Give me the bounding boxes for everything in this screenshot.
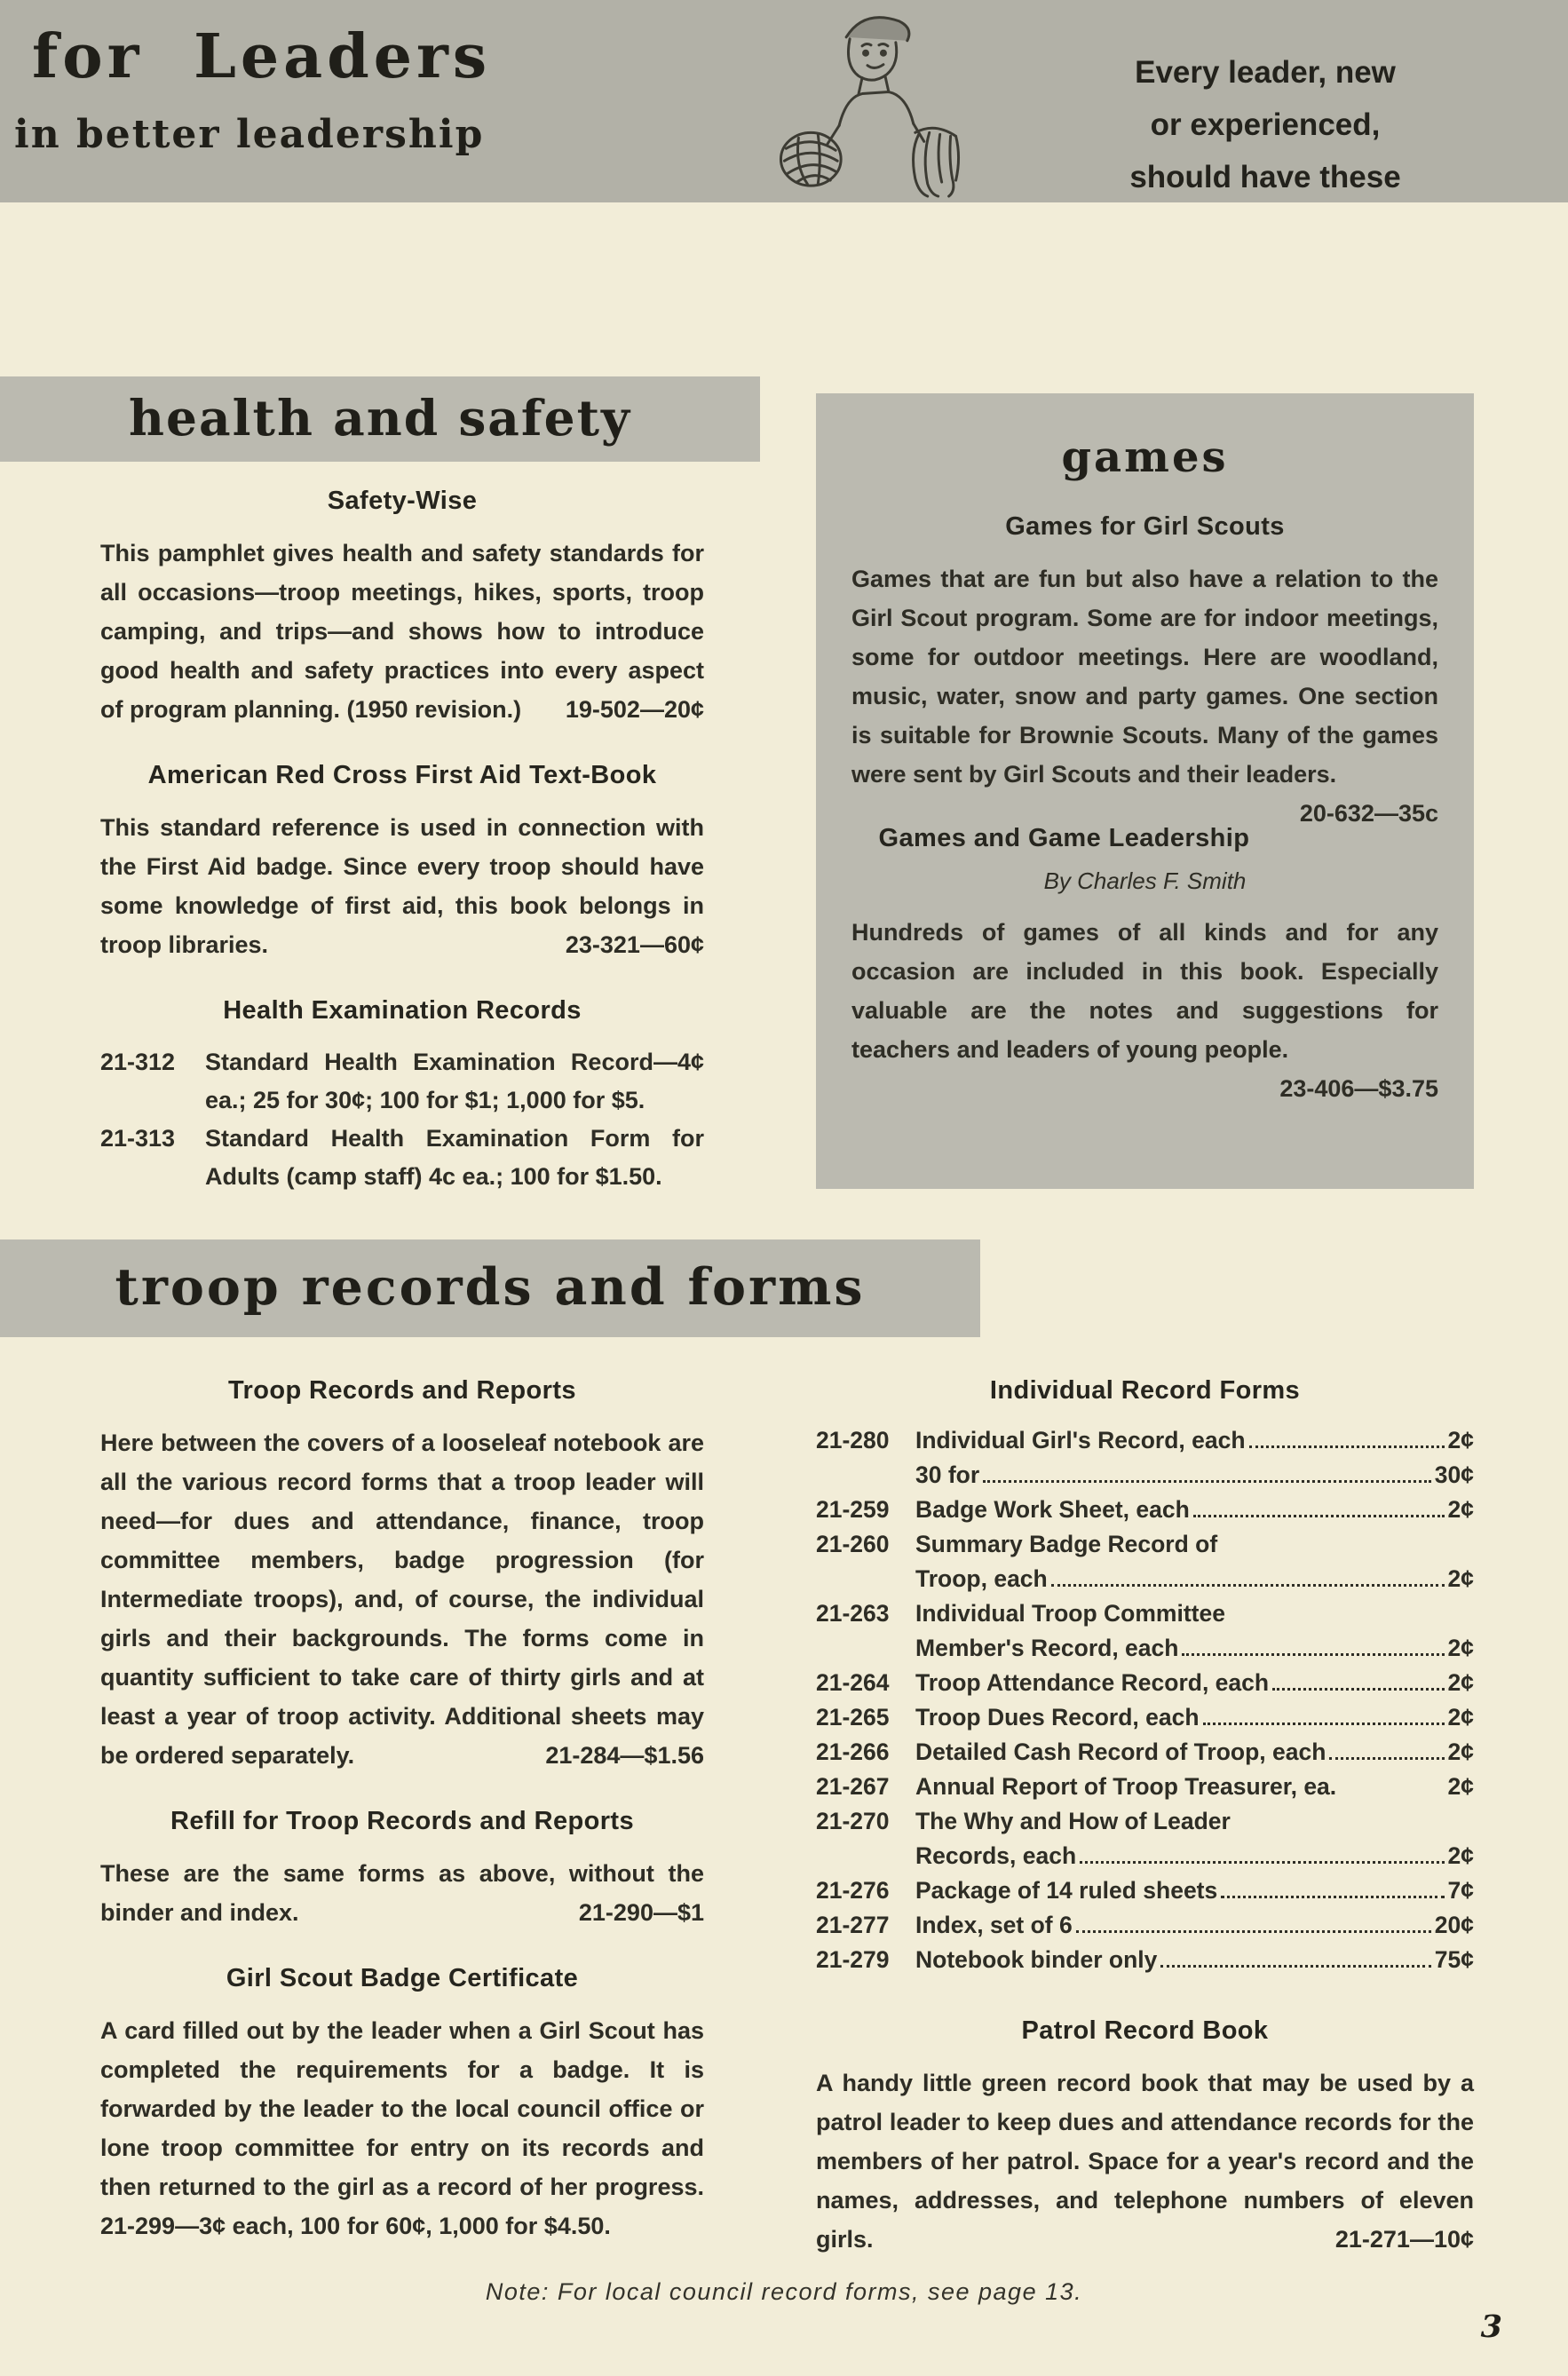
item-label: The Why and How of Leader [915, 1808, 1231, 1834]
body-text: Games that are fun but also have a relation to the Girl Scout program. Some are for indoor meetings, some for outdoor meetings. Here are woodland, music, water, snow and party games. One section is suitable for Brownie Scouts. Many of the games were sent by Girl Scouts and their leaders. [851, 566, 1438, 788]
item-price: 2¢ [1447, 1427, 1474, 1453]
record-form-row [816, 1562, 1474, 1596]
dotted-leader [1182, 1653, 1444, 1656]
dotted-leader [1203, 1723, 1445, 1725]
dotted-leader [1193, 1515, 1445, 1517]
item-code: 21-280 [816, 1427, 890, 1453]
item-code: 21-313 [100, 1125, 176, 1152]
item-label: Member's Record, each [915, 1635, 1179, 1661]
item-price: 20¢ [1434, 1912, 1474, 1938]
page-number: 3 [1480, 2309, 1502, 2345]
item-label: Individual Troop Committee [915, 1600, 1225, 1627]
item-title: Health Examination Records [223, 996, 582, 1025]
item-price: 2¢ [1447, 1496, 1474, 1523]
item-body [851, 559, 1438, 827]
item-label: Notebook binder only [915, 1946, 1158, 1973]
catalog-number-price: 21-290—$1 [578, 1899, 704, 1926]
section-banner-health-safety [0, 376, 760, 462]
item-price: 2¢ [1447, 1773, 1474, 1800]
record-form-row [816, 1423, 1474, 1458]
item-code: 21-312 [100, 1049, 176, 1075]
catalog-number-price: 21-271—10¢ [1334, 2226, 1474, 2253]
record-form-row [816, 1666, 1474, 1700]
leader-illustration-icon [728, 2, 1012, 201]
header-tagline [1057, 46, 1474, 203]
health-safety-column [100, 487, 704, 1196]
item-label: Package of 14 ruled sheets [915, 1877, 1218, 1904]
body-text: A handy little green record book that may be used by a patrol leader to keep dues and attendance records for the members of her patrol. Space for a year's record and the names, addresses, and telephone numbers of eleven girls. [816, 2070, 1474, 2253]
record-form-row [816, 1735, 1474, 1770]
item-title: Games for Girl Scouts [1005, 512, 1285, 541]
catalog-number-price: 23-406—$3.75 [1279, 1075, 1438, 1102]
item-title: Games and Game Leadership [878, 824, 1250, 852]
record-form-row [816, 1458, 1474, 1493]
item-label: Badge Work Sheet, each [915, 1496, 1190, 1523]
item-code: 21-270 [816, 1808, 890, 1834]
catalog-number-price: 20-632—35c [1299, 800, 1438, 827]
item-label: Detailed Cash Record of Troop, each [915, 1738, 1326, 1765]
item-price: 2¢ [1447, 1842, 1474, 1869]
item-title: Individual Record Forms [989, 1376, 1301, 1405]
section-title: health and safety [129, 389, 631, 447]
item-body [100, 1854, 704, 1932]
record-entry [100, 1120, 704, 1196]
record-form-row [816, 1700, 1474, 1735]
author-byline: By Charles F. Smith [1043, 867, 1247, 894]
item-price: 2¢ [1447, 1565, 1474, 1592]
item-label: Summary Badge Record of [915, 1531, 1218, 1557]
troop-records-left-column [100, 1376, 704, 2245]
dotted-leader [1329, 1757, 1444, 1760]
item-code: 21-267 [816, 1773, 890, 1800]
record-form-row [816, 1943, 1474, 1977]
catalog-number-price: 23-321—60¢ [565, 931, 704, 958]
record-form-row [816, 1839, 1474, 1873]
dotted-leader [1221, 1896, 1444, 1898]
item-price: 2¢ [1447, 1704, 1474, 1731]
troop-records-right-column [816, 1376, 1474, 2259]
item-body [816, 2063, 1474, 2259]
page-title: for Leaders [32, 21, 492, 92]
item-price: 2¢ [1447, 1738, 1474, 1765]
body-text: This standard reference is used in connection with the First Aid badge. Since every troop should have some knowledge of first aid, this book belongs in troop libraries. [100, 814, 704, 958]
dotted-leader [1272, 1688, 1444, 1691]
item-body [100, 2011, 704, 2245]
record-form-row [816, 1804, 1474, 1839]
item-code: 21-263 [816, 1600, 890, 1627]
page-subtitle: in better leadership [14, 112, 485, 157]
section-title: troop records and forms [115, 1257, 866, 1317]
games-panel [816, 393, 1474, 1189]
item-label: Index, set of 6 [915, 1912, 1073, 1938]
masthead [14, 21, 492, 157]
item-price: 30¢ [1434, 1461, 1474, 1488]
item-title: Girl Scout Badge Certificate [226, 1964, 579, 1992]
catalog-number-price: 21-284—$1.56 [545, 1742, 704, 1769]
item-title: Patrol Record Book [1021, 2016, 1269, 2045]
body-text: These are the same forms as above, without the binder and index. [100, 1860, 704, 1926]
item-code: 21-277 [816, 1912, 890, 1938]
dotted-leader [1051, 1584, 1445, 1587]
body-text: Here between the covers of a looseleaf notebook are all the various record forms that a troop leader will need—for dues and attendance, finance, troop committee members, badge progression (for Intermediate troops), and, of course, the individual girls and their backgrounds. The forms come in quantity sufficient to take care of thirty girls and at least a year of troop activity. Additional sheets may be ordered separately. [100, 1430, 704, 1769]
item-label: Troop, each [915, 1565, 1048, 1592]
record-entry [100, 1043, 704, 1120]
tagline-line: or experienced, [1150, 107, 1381, 142]
dotted-leader [1080, 1861, 1444, 1864]
item-title: American Red Cross First Aid Text-Book [147, 761, 657, 789]
record-form-row [816, 1908, 1474, 1943]
item-price: 2¢ [1447, 1669, 1474, 1696]
record-form-row [816, 1873, 1474, 1908]
section-title: games [1061, 432, 1229, 482]
body-text: This pamphlet gives health and safety standards for all occasions—troop meetings, hikes, sports, troop camping, and trips—and shows how to introduce good health and safety practices into every aspect of program planning. (1950 revision.) [100, 540, 704, 723]
item-body [851, 913, 1438, 1102]
record-form-row [816, 1770, 1474, 1804]
item-code: 21-260 [816, 1531, 890, 1557]
section-banner-troop-records [0, 1239, 980, 1337]
item-title: Safety-Wise [327, 487, 478, 515]
item-text: Standard Health Examination Record—4¢ ea.; 25 for 30¢; 100 for $1; 1,000 for $5. [205, 1049, 704, 1113]
item-label: Troop Dues Record, each [915, 1704, 1200, 1731]
item-code: 21-265 [816, 1704, 890, 1731]
record-forms-list [816, 1423, 1474, 1977]
item-code: 21-266 [816, 1738, 890, 1765]
catalog-number-price: 19-502—20¢ [565, 696, 704, 723]
record-form-row [816, 1493, 1474, 1527]
dotted-leader [1249, 1445, 1445, 1448]
item-title: Troop Records and Reports [228, 1376, 576, 1405]
tagline-line: Every leader, new [1135, 55, 1396, 90]
footer-note: Note: For local council record forms, see page 13. [485, 2278, 1083, 2305]
item-price: 2¢ [1447, 1635, 1474, 1661]
item-price: 75¢ [1434, 1946, 1474, 1973]
dotted-leader [1076, 1930, 1431, 1933]
item-label: Records, each [915, 1842, 1077, 1869]
item-label: Annual Report of Troop Treasurer, ea. [915, 1773, 1337, 1800]
tagline-line: should have these [1129, 160, 1401, 194]
item-label: Troop Attendance Record, each [915, 1669, 1270, 1696]
item-code: 21-276 [816, 1877, 890, 1904]
dotted-leader [1160, 1965, 1430, 1968]
item-text: Standard Health Examination Form for Adults (camp staff) 4c ea.; 100 for $1.50. [205, 1125, 704, 1190]
item-label: Individual Girl's Record, each [915, 1427, 1246, 1453]
item-code: 21-279 [816, 1946, 890, 1973]
item-body [100, 1423, 704, 1775]
record-form-row [816, 1527, 1474, 1562]
item-title: Refill for Troop Records and Reports [170, 1807, 634, 1835]
record-form-row [816, 1596, 1474, 1631]
record-form-row [816, 1631, 1474, 1666]
item-price: 7¢ [1447, 1877, 1474, 1904]
body-text: Hundreds of games of all kinds and for any occasion are included in this book. Especially valuable are the notes and suggestions for teachers and leaders of young people. [851, 919, 1438, 1063]
body-text: A card filled out by the leader when a Girl Scout has completed the requirements for a badge. It is forwarded by the leader to the local council office or lone troop committee for entry on its records and then returned to the girl as a record of her progress. 21-299—3¢ each, 100 for 60¢, 1,000 for $4.50. [100, 2017, 704, 2239]
header-band [0, 0, 1568, 202]
item-label: 30 for [915, 1461, 980, 1488]
item-code: 21-264 [816, 1669, 890, 1696]
dotted-leader [983, 1480, 1431, 1483]
item-code: 21-259 [816, 1496, 890, 1523]
item-body [100, 534, 704, 729]
item-body [100, 808, 704, 964]
